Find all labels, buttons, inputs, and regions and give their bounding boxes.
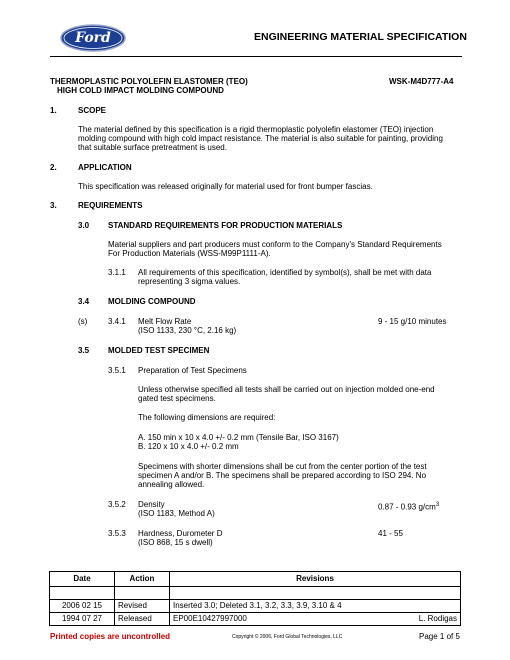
subsection-title-molding-compound: MOLDING COMPOUND [108, 297, 196, 306]
specimen-text: Specimens with shorter dimensions shall be cut from the center portion of the test [138, 462, 427, 471]
specimen-text: specimen A and/or B. The specimens shall be prepared according to ISO 294. No [138, 471, 427, 480]
column-header-date: Date [50, 572, 115, 587]
density-value: 0.87 - 0.93 $g/cm^3$ [378, 502, 440, 512]
clause-number: 3.5.3 [108, 529, 126, 538]
clause-number: 3.1.1 [108, 268, 126, 277]
clause-number: 3.5.2 [108, 500, 126, 509]
standard-requirements-text: For Production Materials (WSS-M99P1111-A). [108, 249, 271, 258]
revision-text: Inserted 3.0; Deleted 3.1, 3.2, 3.3, 3.9, 3.10 & 4 [170, 600, 402, 613]
scope-text: that suitable surface pretreatment is used. [78, 143, 227, 152]
clause-text: All requirements of this specification, identified by symbol(s), shall be met with data [138, 268, 432, 277]
clause-number: 3.5.1 [108, 366, 126, 375]
section-number: 3. [50, 201, 57, 210]
subsection-number: 3.4 [78, 297, 90, 306]
revision-action: Released [115, 613, 170, 626]
material-title-line1: THERMOPLASTIC POLYOLEFIN ELASTOMER (TEO) [50, 77, 248, 86]
specimen-text: annealing allowed. [138, 480, 205, 489]
dimension-item: A. 150 min x 10 x 4.0 +/- 0.2 mm (Tensile Bar, ISO 3167) [138, 433, 339, 442]
material-title-line2: HIGH COLD IMPACT MOLDING COMPOUND [57, 86, 224, 95]
hardness-label: Hardness, Durometer D [138, 529, 223, 538]
density-method: (ISO 1183, Method A) [138, 509, 215, 518]
hardness-value: 41 - 55 [378, 529, 403, 538]
clause-title: Preparation of Test Specimens [138, 366, 247, 375]
column-header-action: Action [115, 572, 170, 587]
page-number: Page 1 of 5 [419, 632, 460, 641]
uncontrolled-notice: Printed copies are uncontrolled [50, 632, 171, 641]
specimen-text: Unless otherwise specified all tests shall be carried out on injection molded one-end [138, 385, 435, 394]
subsection-title-standard-requirements: STANDARD REQUIREMENTS FOR PRODUCTION MATERIALS [108, 221, 343, 230]
scope-text: molding compound with high cold impact resistance. The material is also suitable for painting, providing [78, 134, 443, 143]
table-row-blank [50, 587, 461, 600]
subsection-title-molded-test-specimen: MOLDED TEST SPECIMEN [108, 346, 210, 355]
revision-table [49, 571, 461, 626]
scope-text: The material defined by this specification is a rigid thermoplastic polyolefin elastomer (TEO) injection [78, 125, 434, 134]
header-rule [50, 56, 462, 57]
dimension-item: B. 120 x 10 x 4.0 +/- 0.2 mm [138, 442, 239, 451]
section-number: 2. [50, 163, 57, 172]
hardness-method: (ISO 868, 15 s dwell) [138, 538, 213, 547]
subsection-number: 3.0 [78, 221, 90, 230]
revision-author: L. Rodigas [401, 613, 460, 626]
revision-author [401, 600, 460, 613]
copyright: Copyright © 2006, Ford Global Technologies, LLC [232, 634, 343, 640]
revision-text: EP00E10427997000 [170, 613, 402, 626]
spec-number: WSK-M4D777-A4 [389, 77, 454, 86]
table-header-row [50, 572, 461, 587]
section-title-scope: SCOPE [78, 106, 107, 115]
revision-date: 2006 02 15 [50, 600, 115, 613]
column-header-revisions: Revisions [170, 572, 461, 587]
table-row [50, 613, 461, 626]
specimen-text: gated test specimens. [138, 394, 216, 403]
application-text: This specification was released originally for material used for front bumper fascias. [78, 182, 373, 191]
symbol-marker: (s) [78, 317, 88, 326]
ford-logo: Ford [60, 24, 126, 52]
section-number: 1. [50, 106, 57, 115]
section-title-requirements: REQUIREMENTS [78, 201, 143, 210]
standard-requirements-text: Material suppliers and part producers must conform to the Company's Standard Requirements [108, 240, 442, 249]
page-title: ENGINEERING MATERIAL SPECIFICATION [254, 31, 467, 43]
clause-text: representing 3 sigma values. [138, 277, 241, 286]
section-title-application: APPLICATION [78, 163, 132, 172]
density-label: Density [138, 500, 165, 509]
melt-flow-label: Melt Flow Rate [138, 317, 192, 326]
melt-flow-value: 9 - 15 g/10 minutes [378, 317, 447, 326]
revision-action: Revised [115, 600, 170, 613]
specimen-text: The following dimensions are required: [138, 413, 276, 422]
table-row [50, 600, 461, 613]
revision-date: 1994 07 27 [50, 613, 115, 626]
density-unit-superscript: 3 [435, 502, 440, 508]
subsection-number: 3.5 [78, 346, 90, 355]
clause-number: 3.4.1 [108, 317, 126, 326]
melt-flow-method: (ISO 1133, 230 °C, 2.16 kg) [138, 326, 237, 335]
